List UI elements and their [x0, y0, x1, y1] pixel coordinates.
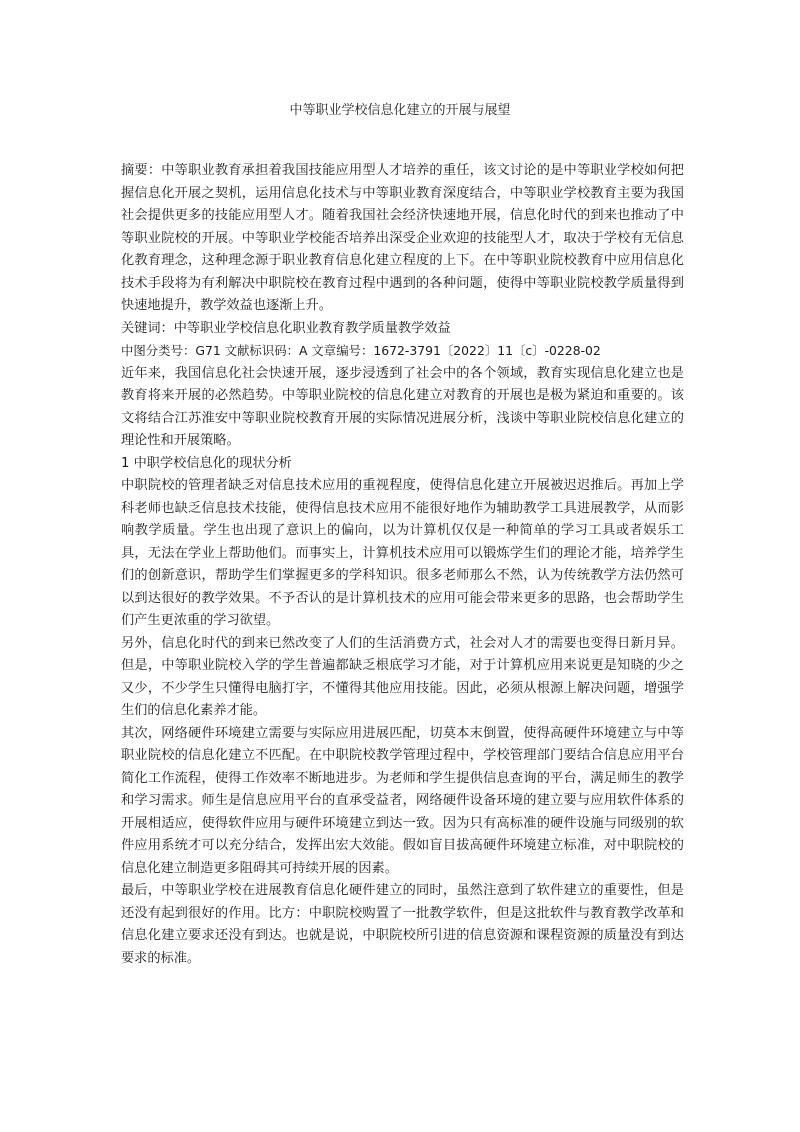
body-paragraph: 最后，中等职业学校在进展教育信息化硬件建立的同时，虽然注意到了软件建立的重要性，但是还没有起到很好的作用。比方：中职院校购置了一批教学软件，但是这批软件与教育教学改革和信息化建立要求还没有到达。也就是说，中职院校所引进的信息资源和课程资源的质量没有到达要求的标准。 — [121, 883, 684, 966]
keywords-line: 关键词：中等职业学校信息化职业教育教学质量教学效益 — [121, 320, 451, 336]
section-heading: 1 中职学校信息化的现状分析 — [121, 455, 292, 471]
body-paragraph: 其次，网络硬件环境建立需要与实际应用进展匹配，切莫本末倒置，使得高硬件环境建立与中等职业院校的信息化建立不匹配。在中职院校教学管理过程中，学校管理部门要结合信息应用平台简化工作流程，使得工作效率不断地进步。为老师和学生提供信息查询的平台，满足师生的教学和学习需求。师生是信息应用平台的直承受益者，网络硬件设备环境的建立要与应用软件体系的开展相适应，使得软件应用与硬件环境建立到达一致。因为只有高标准的硬件设施与同级别的软件应用系统才可以充分结合，发挥出宏大效能。假如盲目拔高硬件环境建立标准，对中职院校的信息化建立制造更多阻碍其可持续开展的因素。 — [121, 725, 684, 876]
document-body — [121, 160, 684, 970]
body-paragraph: 中职院校的管理者缺乏对信息技术应用的重视程度，使得信息化建立开展被迟迟推后。再加上学科老师也缺乏信息技术技能，使得信息技术应用不能很好地作为辅助教学工具进展教学，从而影响教学质量。学生也出现了意识上的偏向，以为计算机仅仅是一种简单的学习工具或者娱乐工具，无法在学业上帮助他们。而事实上，计算机技术应用可以锻炼学生们的理论才能，培养学生们的创新意识，帮助学生们掌握更多的学科知识。很多老师那么不然，认为传统教学方法仍然可以到达很好的教学效果。不予否认的是计算机技术的应用可能会带来更多的思路，也会帮助学生们产生更浓重的学习欲望。 — [121, 478, 684, 628]
document-title: 中等职业学校信息化建立的开展与展望 — [289, 103, 511, 118]
intro-paragraph: 近年来，我国信息化社会快速开展，逐步浸透到了社会中的各个领域，教育实现信息化建立也是教育将来开展的必然趋势。中等职业院校的信息化建立对教育的开展也是极为紧迫和重要的。该文将结合江苏淮安中等职业院校教育开展的实际情况进展分析，浅谈中等职业院校信息化建立的理论性和开展策略。 — [121, 365, 684, 448]
body-paragraph: 另外，信息化时代的到来已然改变了人们的生活消费方式，社会对人才的需要也变得日新月异。但是，中等职业院校入学的学生普遍都缺乏根底学习才能，对于计算机应用来说更是知晓的少之又少，不少学生只懂得电脑打字，不懂得其他应用技能。因此，必须从根源上解决问题，增强学生们的信息化素养才能。 — [121, 635, 684, 718]
classification-line: 中图分类号：G71 文献标识码：A 文章编号：1672-3791〔2022〕11〔c〕-0228-02 — [121, 343, 601, 358]
abstract-paragraph: 摘要：中等职业教育承担着我国技能应用型人才培养的重任，该文讨论的是中等职业学校如何把握信息化开展之契机，运用信息化技术与中等职业教育深度结合，中等职业学校教育主要为我国社会提供更多的技能应用型人才。随着我国社会经济快速地开展，信息化时代的到来也推动了中等职业院校的开展。中等职业学校能否培养出深受企业欢迎的技能型人才，取决于学校有无信息化教育理念，这种理念源于职业教育信息化建立程度的上下。在中等职业院校教育中应用信息化技术手段将为有利解决中职院校在教育过程中遇到的各种问题，使得中等职业院校教学质量得到快速地提升，教学效益也逐渐上升。 — [121, 163, 684, 313]
